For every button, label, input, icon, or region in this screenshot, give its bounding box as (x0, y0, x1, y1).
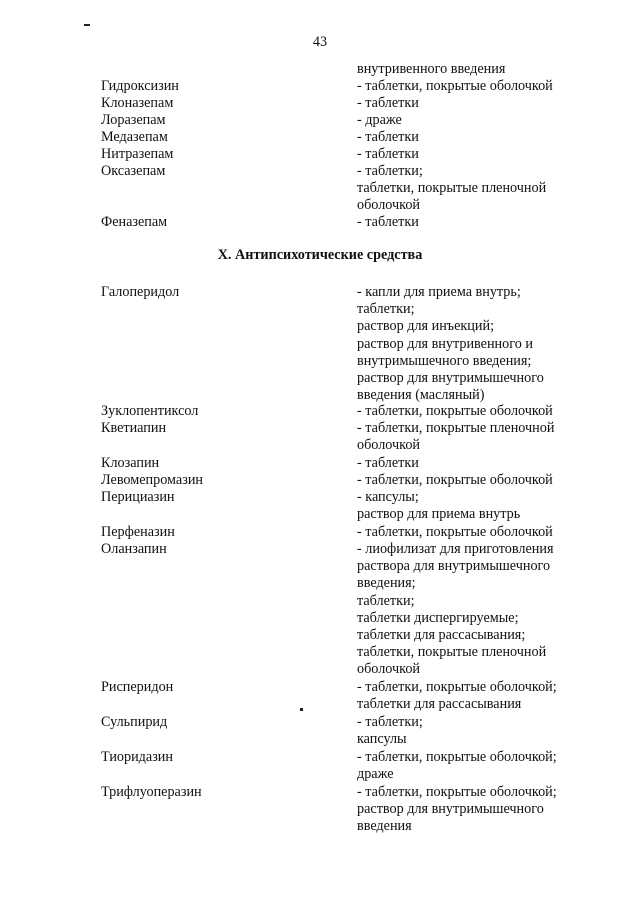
dosage-forms (357, 784, 627, 836)
dosage-forms (357, 95, 627, 112)
dosage-form-line: таблетки, покрытые пленочной (357, 180, 547, 197)
drug-name: Левомепромазин (101, 472, 203, 488)
dosage-form-line: внутримышечного введения; (357, 352, 532, 369)
dosage-form-line: - таблетки (357, 455, 419, 471)
dosage-form-line: - таблетки, покрытые оболочкой; (357, 784, 557, 800)
section-heading: X. Антипсихотические средства (217, 247, 423, 263)
dosage-form-line: раствор для внутримышечного (357, 370, 544, 387)
dosage-form-line: таблетки; (357, 592, 415, 609)
dosage-form-line: - таблетки, покрытые оболочкой (357, 472, 553, 488)
dosage-forms (357, 214, 627, 231)
dosage-form-line: драже (357, 766, 394, 783)
drug-name: Феназепам (101, 214, 168, 230)
dosage-forms (357, 472, 627, 489)
scan-speck (84, 24, 90, 26)
drug-name: Зуклопентиксол (101, 403, 199, 419)
drug-name: Гидроксизин (101, 78, 179, 94)
dosage-form-line: раствор для внутривенного и (357, 335, 533, 352)
dosage-form-line: внутривенного введения (357, 61, 506, 77)
dosage-form-line: таблетки, покрытые пленочной (357, 644, 547, 661)
dosage-forms (357, 163, 627, 215)
drug-name: Галоперидол (101, 284, 180, 300)
drug-name: Медазепам (101, 129, 168, 145)
dosage-form-line: - таблетки (357, 146, 419, 162)
dosage-form-line: раствора для внутримышечного (357, 558, 551, 575)
drug-name: Трифлуоперазин (101, 784, 202, 800)
dosage-forms (357, 284, 627, 404)
dosage-forms (357, 524, 627, 541)
dosage-forms (357, 146, 627, 163)
dosage-forms (357, 489, 627, 523)
dosage-forms (357, 541, 627, 679)
dosage-form-line: введения (357, 818, 412, 835)
dosage-form-line: - капли для приема внутрь; (357, 284, 521, 300)
dosage-form-line: - лиофилизат для приготовления (357, 541, 554, 557)
dosage-form-line: оболочкой (357, 661, 421, 678)
drug-name: Нитразепам (101, 146, 174, 162)
dosage-forms (357, 749, 627, 783)
dosage-form-line: - таблетки, покрытые оболочкой (357, 403, 553, 419)
dosage-form-line: - капсулы; (357, 489, 419, 505)
dosage-form-line: - драже (357, 112, 402, 128)
dosage-form-line: - таблетки; (357, 163, 423, 179)
dosage-form-line: раствор для приема внутрь (357, 506, 521, 523)
dosage-form-line: введения; (357, 575, 416, 592)
dosage-form-line: - таблетки (357, 95, 419, 111)
dosage-forms (357, 679, 627, 713)
dosage-form-line: - таблетки, покрытые оболочкой; (357, 679, 557, 695)
drug-name: Рисперидон (101, 679, 174, 695)
scan-speck (300, 708, 303, 711)
drug-name: Кветиапин (101, 420, 167, 436)
drug-name: Перициазин (101, 489, 175, 505)
dosage-forms (357, 455, 627, 472)
dosage-forms (357, 129, 627, 146)
dosage-form-line: таблетки для рассасывания; (357, 627, 526, 644)
dosage-forms (357, 420, 627, 454)
dosage-form-line: оболочкой (357, 437, 421, 454)
dosage-form-line: - таблетки, покрытые пленочной (357, 420, 555, 436)
page-number: 43 (312, 34, 328, 50)
dosage-form-line: - таблетки, покрытые оболочкой (357, 78, 553, 94)
dosage-forms (357, 78, 627, 95)
dosage-form-line: таблетки диспергируемые; (357, 609, 519, 626)
dosage-form-line: капсулы (357, 731, 407, 748)
drug-name: Перфеназин (101, 524, 175, 540)
dosage-form-line: таблетки; (357, 301, 415, 318)
drug-name: Сульпирид (101, 714, 168, 730)
dosage-form-line: - таблетки (357, 129, 419, 145)
dosage-forms (357, 112, 627, 129)
dosage-forms (357, 61, 627, 78)
dosage-form-line: раствор для внутримышечного (357, 801, 544, 818)
drug-name: Оксазепам (101, 163, 166, 179)
dosage-form-line: - таблетки, покрытые оболочкой (357, 524, 553, 540)
drug-name: Тиоридазин (101, 749, 173, 765)
dosage-form-line: - таблетки (357, 214, 419, 230)
dosage-form-line: оболочкой (357, 197, 421, 214)
dosage-forms (357, 403, 627, 420)
drug-name: Лоразепам (101, 112, 166, 128)
drug-name: Клоназепам (101, 95, 174, 111)
dosage-forms (357, 714, 627, 748)
dosage-form-line: таблетки для рассасывания (357, 696, 522, 713)
dosage-form-line: - таблетки, покрытые оболочкой; (357, 749, 557, 765)
drug-name: Оланзапин (101, 541, 167, 557)
dosage-form-line: введения (масляный) (357, 387, 485, 404)
drug-name: Клозапин (101, 455, 160, 471)
dosage-form-line: раствор для инъекций; (357, 318, 495, 335)
dosage-form-line: - таблетки; (357, 714, 423, 730)
